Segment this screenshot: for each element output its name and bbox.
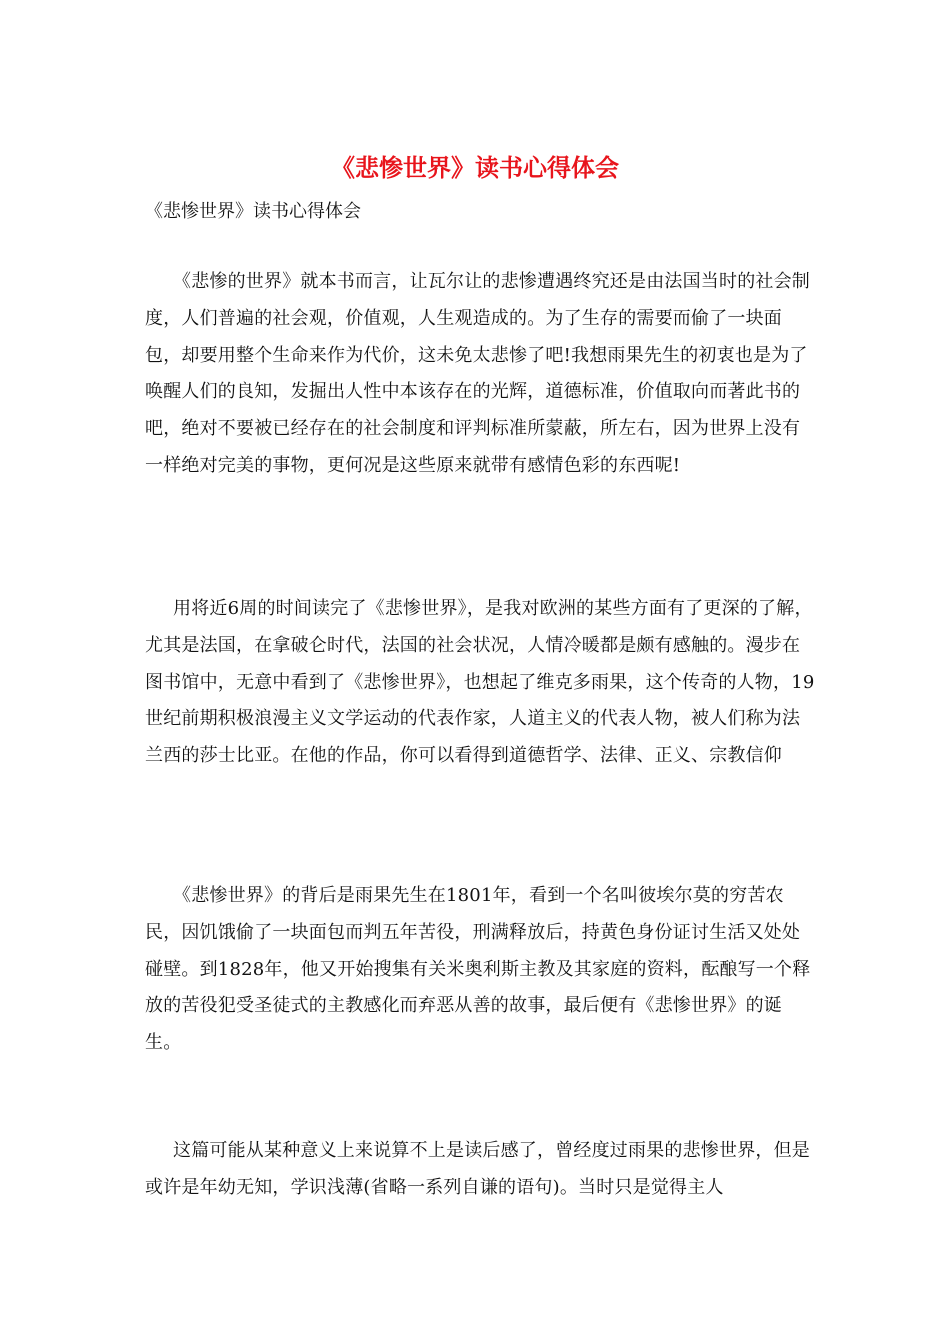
paragraph-4: 这篇可能从某种意义上来说算不上是读后感了，曾经度过雨果的悲惨世界，但是或许是年幼无知，学识浅薄(省略一系列自谦的语句)。当时只是觉得主人	[145, 1140, 810, 1198]
paragraph-1: 《悲惨的世界》就本书而言，让瓦尔让的悲惨遭遇终究还是由法国当时的社会制度，人们普遍的社会观，价值观，人生观造成的。为了生存的需要而偷了一块面包，却要用整个生命来作为代价，这未免太悲惨了吧!我想雨果先生的初衷也是为了唤醒人们的良知，发掘出人性中本该存在的光辉，道德标准，价值取向而著此书的吧，绝对不要被已经存在的社会制度和评判标准所蒙蔽，所左右，因为世界上没有一样绝对完美的事物，更何况是这些原来就带有感情色彩的东西呢!	[145, 271, 810, 476]
document-title: 《悲惨世界》读书心得体会	[331, 153, 619, 182]
document-subtitle: 《悲惨世界》读书心得体会	[145, 201, 361, 222]
paragraph-2: 用将近6周的时间读完了《悲惨世界》，是我对欧洲的某些方面有了更深的了解，尤其是法国，在拿破仑时代，法国的社会状况，人情冷暖都是颇有感触的。漫步在图书馆中，无意中看到了《悲惨世界》，也想起了维克多雨果，这个传奇的人物，19世纪前期积极浪漫主义文学运动的代表作家，人道主义的代表人物，被人们称为法兰西的莎士比亚。在他的作品，你可以看得到道德哲学、法律、正义、宗教信仰	[145, 598, 815, 767]
paragraph-3: 《悲惨世界》的背后是雨果先生在1801年，看到一个名叫彼埃尔莫的穷苦农民，因饥饿偷了一块面包而判五年苦役，刑满释放后，持黄色身份证讨生活又处处碰壁。到1828年，他又开始搜集有关米奥利斯主教及其家庭的资料，酝酿写一个释放的苦役犯受圣徒式的主教感化而弃恶从善的故事，最后便有《悲惨世界》的诞生。	[145, 885, 811, 1054]
